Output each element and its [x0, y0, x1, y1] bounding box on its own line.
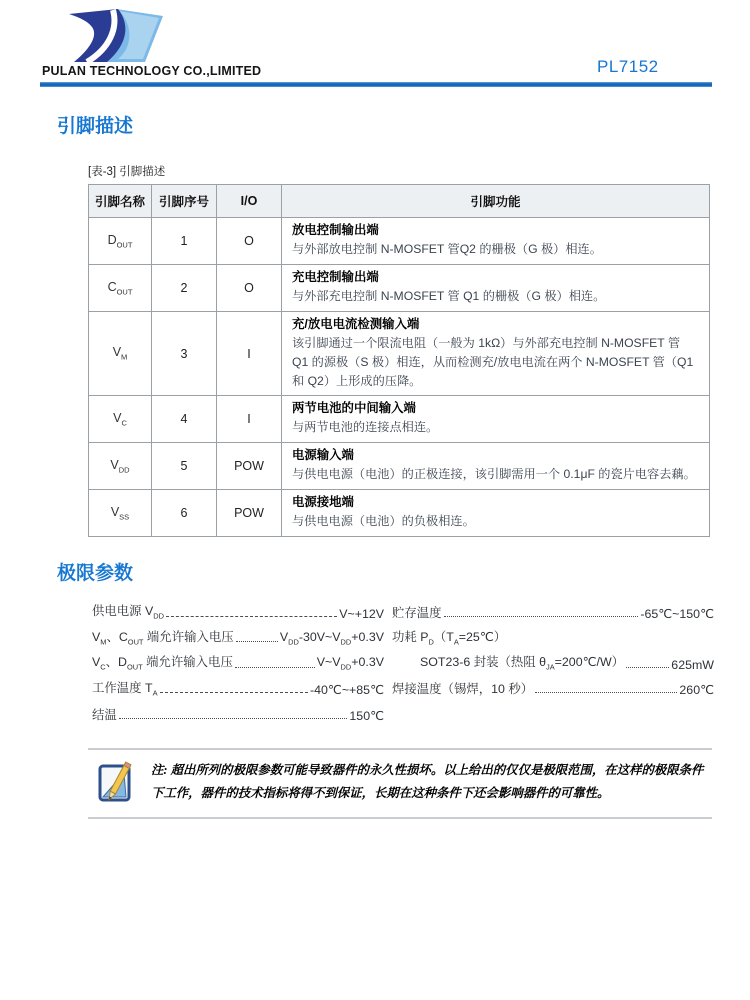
page-header	[0, 0, 750, 88]
pin-function-cell	[282, 311, 710, 396]
table-caption: [表-3] 引脚描述	[88, 166, 166, 178]
pin-number-cell: 4	[152, 396, 217, 443]
table-row	[89, 311, 710, 396]
note-block	[88, 748, 712, 819]
pin-function-title: 充/放电电流检测输入端	[292, 316, 420, 331]
pin-table-body	[89, 218, 710, 537]
dot-leader	[235, 667, 315, 668]
company-logo-icon	[56, 7, 174, 65]
limits-right-column	[392, 595, 714, 723]
pin-function-cell	[282, 396, 710, 443]
pin-function-title: 电源输入端	[292, 448, 354, 463]
pin-name-cell: $D_{OUT}$	[89, 218, 152, 265]
pin-name-cell: $C_{OUT}$	[89, 264, 152, 311]
limit-line	[392, 595, 714, 621]
pin-function-description: 与两节电池的连接点相连。	[292, 420, 439, 435]
pin-io-cell: POW	[217, 443, 282, 490]
pin-function-cell	[282, 264, 710, 311]
limits-parameters	[92, 595, 714, 723]
table-row	[89, 218, 710, 265]
dot-leader	[626, 667, 669, 668]
limit-label: 结温	[92, 707, 117, 722]
limit-value: -40℃~+85℃	[310, 683, 384, 698]
pin-function-title: 电源接地端	[292, 495, 354, 510]
pin-function-cell	[282, 490, 710, 537]
dot-leader	[166, 616, 337, 617]
limit-label: 贮存温度	[392, 605, 442, 620]
table-row	[89, 264, 710, 311]
table-header-row	[89, 185, 710, 218]
pin-name-cell: $V_M$	[89, 311, 152, 396]
limit-label: $V_C$、$D_{OUT}$ 端允许输入电压	[92, 655, 233, 672]
col-header-pin-number: 引脚序号	[152, 185, 217, 218]
col-header-io: I/O	[217, 185, 282, 218]
pin-io-cell: POW	[217, 490, 282, 537]
table-row	[89, 490, 710, 537]
pin-io-cell: I	[217, 396, 282, 443]
pin-number-cell: 1	[152, 218, 217, 265]
limit-label: 供电电源 $V_{DD}$	[92, 604, 165, 621]
pin-section-title: 引脚描述	[57, 116, 134, 137]
pin-function-cell	[282, 443, 710, 490]
pin-io-cell: O	[217, 264, 282, 311]
col-header-pin-name: 引脚名称	[89, 185, 152, 218]
pin-function-description: 该引脚通过一个限流电阻（一般为 1kΩ）与外部充电控制 N-MOSFET 管 Q1 的源极（S 极）相连，从而检测充/放电电流在两个 N-MOSFET 管（Q1 和 Q2）上形成的压降。	[292, 335, 694, 388]
limit-value: $V_{DD}-30V\sim V_{DD}+0.3V$	[279, 629, 384, 647]
limit-line	[392, 621, 714, 647]
limit-value: -65℃~150℃	[640, 606, 714, 621]
limit-line	[392, 672, 714, 698]
pin-io-cell: O	[217, 218, 282, 265]
pin-io-cell: I	[217, 311, 282, 396]
dot-leader	[119, 718, 348, 719]
company-name: PULAN TECHNOLOGY CO.,LIMITED	[42, 64, 262, 78]
limit-value: V~+12V	[339, 606, 384, 621]
limit-label: SOT23-6 封装（热阻 $\theta_{JA}=200℃/W$）	[420, 655, 625, 672]
table-row	[89, 443, 710, 490]
limit-label: 焊接温度（锡焊，10 秒）	[392, 682, 534, 697]
limit-line	[92, 595, 384, 621]
limit-line	[92, 697, 384, 723]
dot-leader	[444, 616, 639, 617]
header-divider	[40, 82, 712, 87]
limit-line	[92, 621, 384, 647]
pin-function-title: 放电控制输出端	[292, 223, 379, 237]
limit-line	[92, 672, 384, 698]
pin-function-description: 与外部放电控制 N-MOSFET 管Q2 的栅极（G 极）相连。	[292, 241, 602, 256]
table-row	[89, 396, 710, 443]
pin-description-table	[88, 184, 710, 537]
pin-name-cell: $V_C$	[89, 396, 152, 443]
pin-name-cell: $V_{DD}$	[89, 443, 152, 490]
limit-value: 150℃	[349, 708, 384, 723]
limit-value: $V\sim V_{DD}+0.3V$	[316, 655, 384, 672]
limit-value: 260℃	[679, 683, 714, 698]
pin-number-cell: 2	[152, 264, 217, 311]
dot-leader	[535, 692, 677, 693]
pin-number-cell: 5	[152, 443, 217, 490]
pin-function-description: 与供电电源（电池）的负极相连。	[292, 514, 475, 529]
col-header-function: 引脚功能	[282, 185, 710, 218]
limit-label: 工作温度 $T_A$	[92, 680, 158, 698]
dot-leader	[160, 692, 308, 693]
pin-name-cell: $V_{SS}$	[89, 490, 152, 537]
dot-leader	[236, 641, 278, 642]
pin-function-description: 与供电电源（电池）的正极连接，该引脚需用一个 0.1μF 的瓷片电容去藕。	[292, 467, 696, 482]
limit-label: $V_M$、$C_{OUT}$ 端允许输入电压	[92, 629, 234, 647]
pin-number-cell: 3	[152, 311, 217, 396]
limit-value: 625mW	[671, 657, 714, 672]
limit-line	[92, 646, 384, 672]
notepad-pencil-icon	[96, 760, 136, 806]
pin-function-cell	[282, 218, 710, 265]
limits-left-column	[92, 595, 384, 723]
note-text: 注: 超出所列的极限参数可能导致器件的永久性损坏。以上给出的仅仅是极限范围，在这样的极限条件下工作，器件的技术指标将得不到保证，长期在这种条件下还会影响器件的可靠性。	[151, 762, 704, 801]
pin-number-cell: 6	[152, 490, 217, 537]
pin-function-description: 与外部充电控制 N-MOSFET 管 Q1 的栅极（G 极）相连。	[292, 288, 606, 303]
limit-label: 功耗 $P_D(T_A=25℃)$	[392, 629, 507, 647]
limit-line	[392, 646, 714, 672]
part-number: PL7152	[597, 57, 659, 76]
pin-function-title: 充电控制输出端	[292, 269, 379, 284]
limits-section-title: 极限参数	[57, 563, 134, 585]
pin-function-title: 两节电池的中间输入端	[292, 401, 416, 416]
